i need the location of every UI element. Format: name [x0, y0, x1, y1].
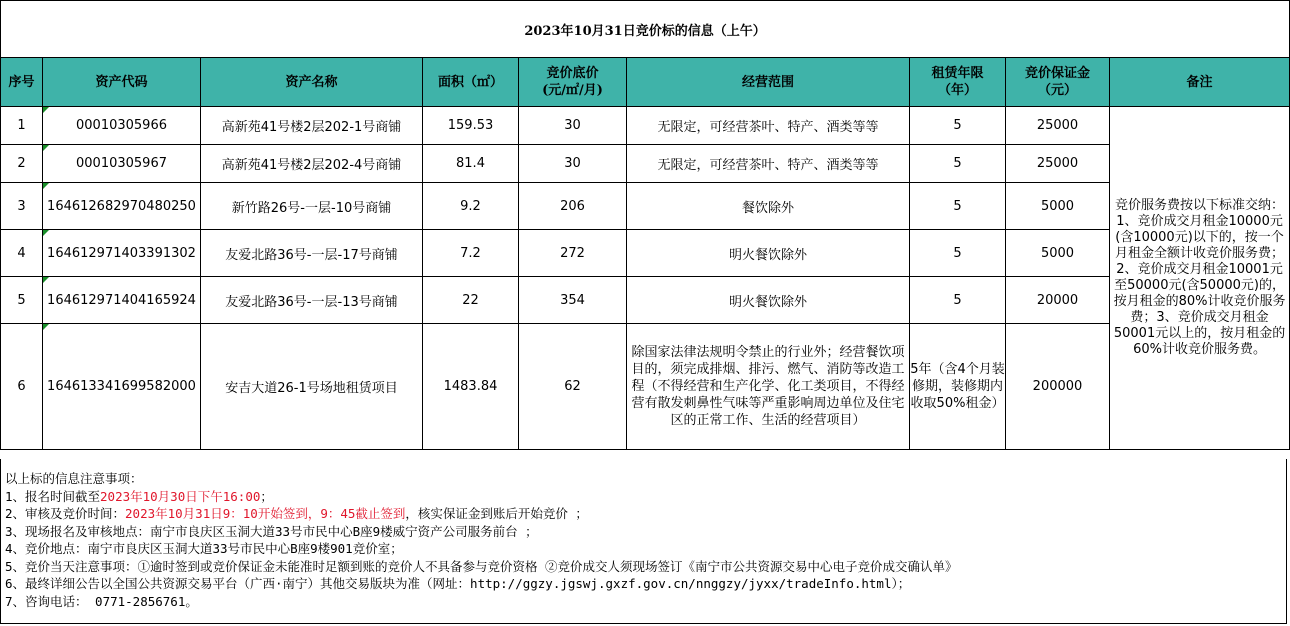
- note-2-time: 2023年10月31日9：10开始签到，9：45截止签到: [125, 506, 406, 521]
- cell-deposit: 200000: [1006, 324, 1110, 450]
- cell-price: 354: [519, 277, 627, 324]
- notes-intro: 以上标的信息注意事项：: [5, 471, 143, 486]
- cell-code: 164612971404165924: [43, 277, 201, 324]
- cell-code: 164613341699582000: [43, 324, 201, 450]
- cell-scope: 明火餐饮除外: [627, 277, 910, 324]
- cell-price: 62: [519, 324, 627, 450]
- cell-price: 206: [519, 183, 627, 230]
- note-final-announcement: 6、最终详细公告以全国公共资源交易平台（广西·南宁）其他交易版块为准（网址：http://ggzy.jgswj.gxzf.gov.cn/nnggzy/jyxx/tradeInfo.html）；: [5, 576, 911, 591]
- cell-price: 272: [519, 230, 627, 277]
- cell-name: 友爱北路36号-一层-17号商铺: [201, 230, 423, 277]
- cell-area: 9.2: [423, 183, 519, 230]
- cell-deposit: 25000: [1006, 145, 1110, 183]
- cell-area: 81.4: [423, 145, 519, 183]
- cell-name: 新竹路26号-一层-10号商铺: [201, 183, 423, 230]
- cell-seq: 5: [1, 277, 43, 324]
- cell-seq: 2: [1, 145, 43, 183]
- cell-name: 安吉大道26-1号场地租赁项目: [201, 324, 423, 450]
- header-code: 资产代码: [43, 58, 201, 107]
- cell-seq: 4: [1, 230, 43, 277]
- cell-lease: 5年（含4个月装修期，装修期内收取50%租金）: [910, 324, 1006, 450]
- cell-scope: 明火餐饮除外: [627, 230, 910, 277]
- table-row: [1, 107, 1290, 145]
- note-2-suffix: ，核实保证金到账后开始竞价 ；: [405, 506, 588, 521]
- table-row: [1, 183, 1290, 230]
- table-row: [1, 145, 1290, 183]
- cell-seq: 3: [1, 183, 43, 230]
- note-bid-location: 4、竞价地点：南宁市良庆区玉洞大道33号市民中心B座9楼901竞价室；: [5, 541, 403, 556]
- cell-area: 159.53: [423, 107, 519, 145]
- cell-scope: 餐饮除外: [627, 183, 910, 230]
- cell-seq: 6: [1, 324, 43, 450]
- table-row: [1, 277, 1290, 324]
- cell-price: 30: [519, 107, 627, 145]
- notes-section: [0, 459, 1287, 624]
- cell-scope: 无限定，可经营茶叶、特产、酒类等等: [627, 145, 910, 183]
- cell-code: 164612971403391302: [43, 230, 201, 277]
- cell-deposit: 25000: [1006, 107, 1110, 145]
- cell-code: 00010305966: [43, 107, 201, 145]
- cell-deposit: 5000: [1006, 183, 1110, 230]
- header-deposit-line1: 竞价保证金: [1024, 66, 1090, 81]
- header-deposit: [1006, 58, 1110, 107]
- cell-name: 高新苑41号楼2层202-1号商铺: [201, 107, 423, 145]
- page-title: 2023年10月31日竞价标的信息（上午）: [1, 1, 1290, 58]
- cell-deposit: 5000: [1006, 230, 1110, 277]
- header-remark: 备注: [1110, 58, 1290, 107]
- cell-price: 30: [519, 145, 627, 183]
- cell-name: 高新苑41号楼2层202-4号商铺: [201, 145, 423, 183]
- cell-scope: 除国家法律法规明令禁止的行业外；经营餐饮项目的，须完成排烟、排污、燃气、消防等改造工程（不得经营和生产化学、化工类项目，不得经营有散发刺鼻性气味等严重影响周边单位及住宅区的正常工作、生活的经营项目）: [627, 324, 910, 450]
- header-row: [1, 58, 1290, 107]
- note-registration-location: 3、现场报名及审核地点：南宁市良庆区玉洞大道33号市民中心B座9楼威宁资产公司服务前台 ；: [5, 523, 538, 539]
- header-lease-line1: 租赁年限: [931, 66, 984, 81]
- note-2-prefix: 2、审核及竞价时间：: [5, 506, 126, 521]
- cell-lease: 5: [910, 145, 1006, 183]
- remark-cell: 竞价服务费按以下标准交纳：1、竞价成交月租金10000元(含10000元)以下的，按一个月租金全额计收竞价服务费；2、竞价成交月租金10001元至50000元(含50000元)的，按月租金的80%计收竞价服务费；3、竞价成交月租金50001元以上的，按月租金的60%计收竞价服务费。: [1110, 107, 1290, 450]
- header-price-line1: 竞价底价: [546, 66, 599, 81]
- note-1-prefix: 1、报名时间截至: [5, 488, 101, 504]
- cell-lease: 5: [910, 230, 1006, 277]
- header-area: 面积（㎡）: [423, 58, 519, 107]
- note-1-suffix: ；: [260, 488, 273, 504]
- cell-area: 1483.84: [423, 324, 519, 450]
- cell-code: 00010305967: [43, 145, 201, 183]
- header-price-line2: (元/㎡/月): [542, 83, 603, 98]
- cell-deposit: 20000: [1006, 277, 1110, 324]
- table-row: [1, 324, 1290, 450]
- header-price: [519, 58, 627, 107]
- header-name: 资产名称: [201, 58, 423, 107]
- cell-lease: 5: [910, 107, 1006, 145]
- table-row: [1, 230, 1290, 277]
- cell-scope: 无限定，可经营茶叶、特产、酒类等等: [627, 107, 910, 145]
- header-deposit-line2: （元）: [1037, 83, 1077, 98]
- cell-name: 友爱北路36号-一层-13号商铺: [201, 277, 423, 324]
- cell-lease: 5: [910, 277, 1006, 324]
- note-registration-deadline: [5, 488, 1286, 506]
- header-lease: [910, 58, 1006, 107]
- cell-area: 22: [423, 277, 519, 324]
- note-1-deadline: 2023年10月30日下午16:00: [100, 488, 261, 504]
- cell-code: 164612682970480250: [43, 183, 201, 230]
- note-bid-time: [5, 505, 1286, 523]
- cell-lease: 5: [910, 183, 1006, 230]
- cell-area: 7.2: [423, 230, 519, 277]
- note-bid-day-rules: 5、竞价当天注意事项：①逾时签到或竞价保证金未能准时足额到账的竞价人不具备参与竞价资格 ②竞价成交人须现场签订《南宁市公共资源交易中心电子竞价成交确认单》: [5, 558, 958, 574]
- note-contact-phone: 7、咨询电话： 0771-2856761。: [5, 593, 198, 609]
- header-scope: 经营范围: [627, 58, 910, 107]
- header-lease-line2: （年）: [937, 83, 977, 98]
- header-seq: 序号: [1, 58, 43, 107]
- cell-seq: 1: [1, 107, 43, 145]
